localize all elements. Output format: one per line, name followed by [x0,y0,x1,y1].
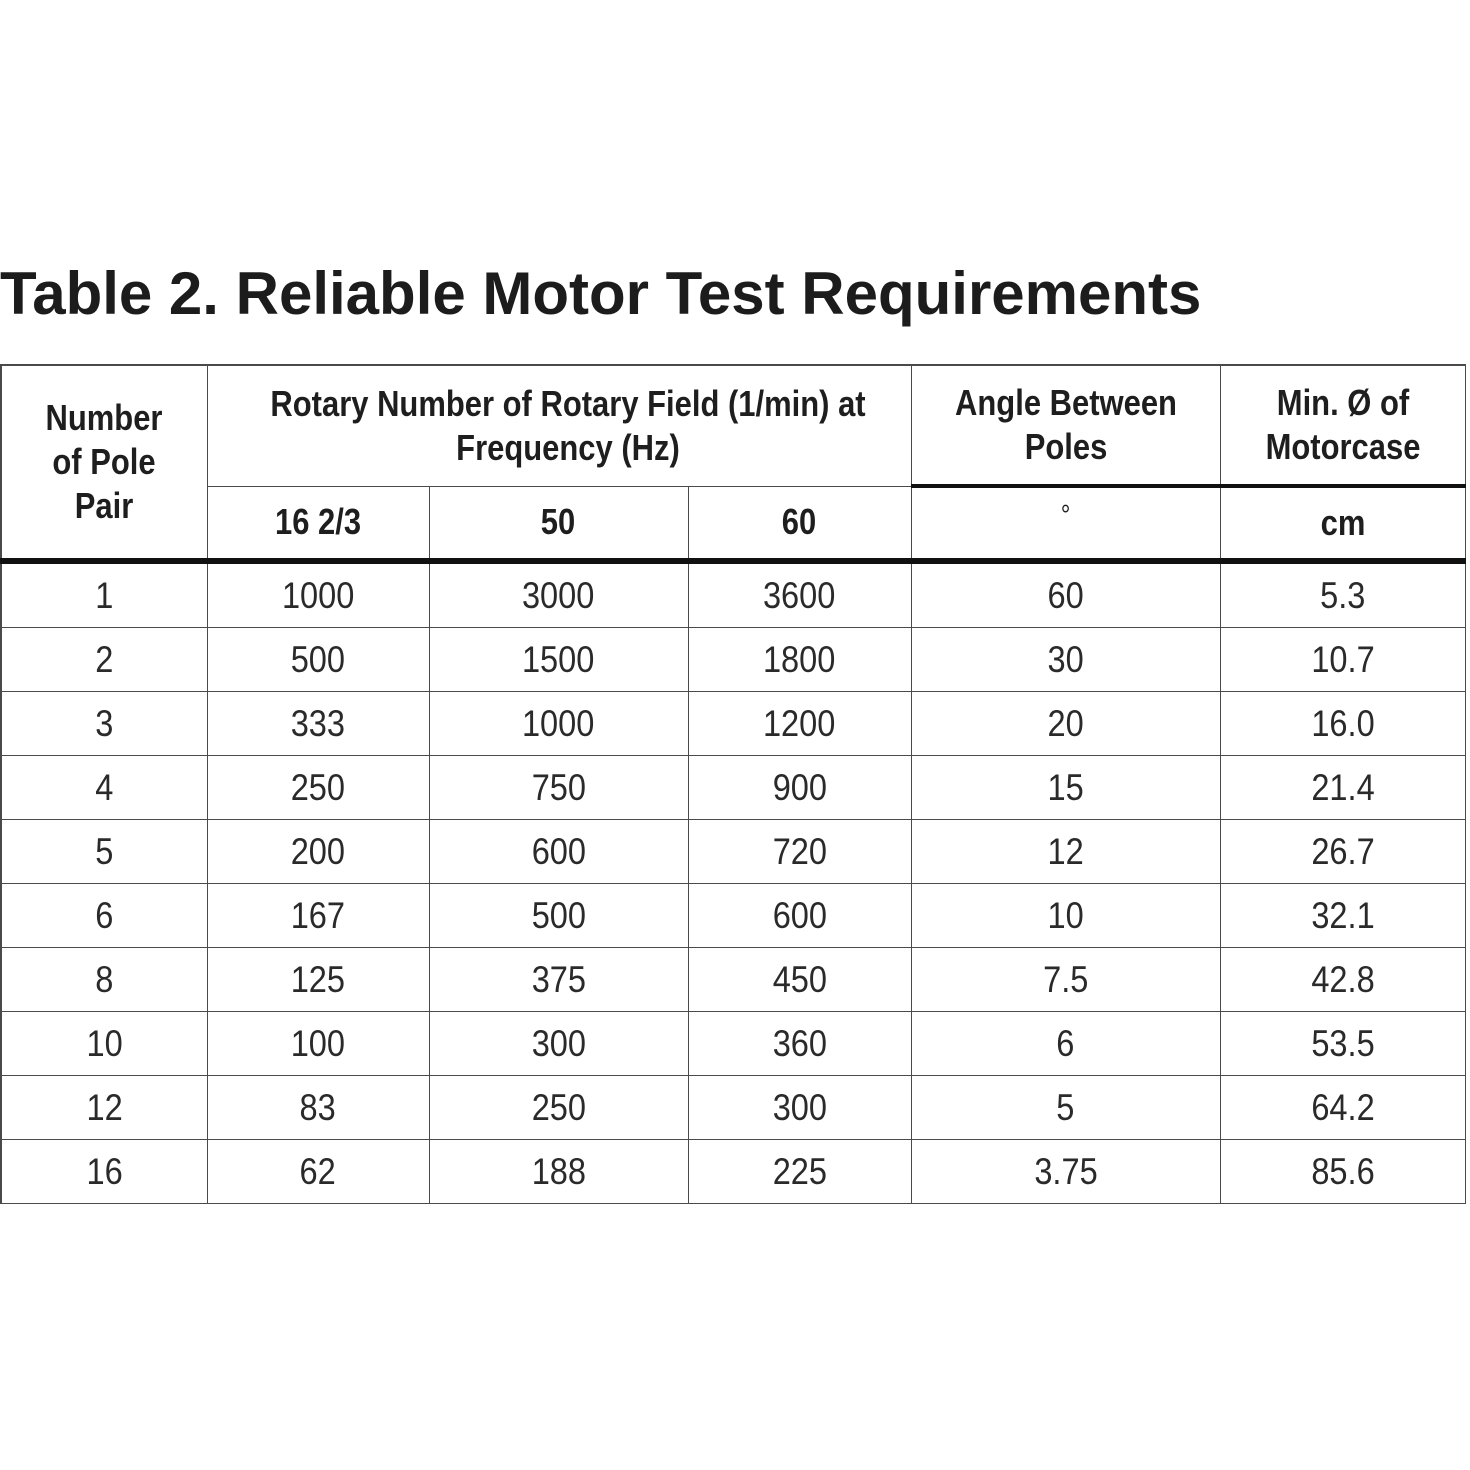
header-freq-60-label: 60 [782,501,817,543]
cell-freq-16 [207,692,429,756]
cell-value: 300 [531,1022,586,1064]
cell-freq-60 [688,628,911,692]
table-row [1,884,1465,948]
cell-freq-60 [688,561,911,628]
cell-value: 10 [86,1022,123,1064]
cell-value: 83 [299,1086,337,1128]
cell-value: 7.5 [1042,958,1089,1000]
cell-freq-16 [207,1076,429,1140]
cell-freq-50 [429,1076,688,1140]
cell-freq-50 [429,628,688,692]
cell-value: 64.2 [1310,1086,1375,1128]
cell-min-diameter [1220,820,1465,884]
cell-pole-pair [1,628,207,692]
cell-value: 100 [290,1022,346,1064]
header-pole-pair-label: Number of Pole Pair [45,397,163,526]
cell-freq-50 [429,756,688,820]
cell-freq-60 [688,884,911,948]
header-freq-50 [429,486,688,561]
cell-value: 125 [290,958,346,1000]
cell-value: 60 [1047,574,1084,616]
cell-value: 188 [531,1150,586,1192]
cell-value: 720 [772,830,827,872]
cell-min-diameter [1220,628,1465,692]
cell-freq-16 [207,948,429,1012]
cell-pole-pair [1,820,207,884]
cell-value: 6 [1056,1022,1075,1064]
cell-angle [911,820,1220,884]
table-row [1,692,1465,756]
table-row [1,561,1465,628]
cell-freq-60 [688,948,911,1012]
cell-freq-50 [429,1140,688,1204]
cell-value: 12 [86,1086,123,1128]
cell-value: 85.6 [1310,1150,1375,1192]
cell-angle [911,1076,1220,1140]
cell-value: 3 [95,702,114,744]
cell-value: 10.7 [1310,638,1375,680]
cell-min-diameter [1220,1012,1465,1076]
cell-min-diameter [1220,756,1465,820]
cell-value: 1200 [763,702,836,744]
cell-pole-pair [1,1076,207,1140]
cell-freq-16 [207,756,429,820]
header-freq-50-label: 50 [541,501,576,543]
cell-value: 360 [772,1022,827,1064]
table-row [1,948,1465,1012]
cell-angle [911,1012,1220,1076]
cell-value: 21.4 [1310,766,1375,808]
cell-freq-16 [207,561,429,628]
cell-value: 8 [95,958,114,1000]
cell-angle [911,561,1220,628]
cell-freq-16 [207,1012,429,1076]
cell-min-diameter [1220,1076,1465,1140]
cell-freq-50 [429,561,688,628]
cell-value: 1500 [522,638,595,680]
header-freq-60 [688,486,911,561]
header-min-diameter-label: Min. Ø of Motorcase [1265,382,1420,467]
table-row [1,628,1465,692]
cell-value: 32.1 [1310,894,1375,936]
cell-freq-60 [688,820,911,884]
cell-value: 20 [1047,702,1084,744]
table-row [1,1012,1465,1076]
cell-value: 333 [290,702,346,744]
cell-min-diameter [1220,884,1465,948]
header-angle-unit-label: ° [1060,498,1071,530]
table-title: Table 2. Reliable Motor Test Requirements [0,260,1202,327]
cell-value: 62 [299,1150,337,1192]
header-rotary-group [207,365,911,486]
header-rotary-group-label: Rotary Number of Rotary Field (1/min) at Frequency (Hz) [269,382,866,468]
cell-angle [911,756,1220,820]
cell-freq-50 [429,820,688,884]
cell-pole-pair [1,692,207,756]
cell-value: 600 [531,830,586,872]
cell-freq-16 [207,628,429,692]
cell-value: 225 [772,1150,827,1192]
header-freq-16 [207,486,429,561]
cell-freq-16 [207,884,429,948]
cell-value: 16.0 [1310,702,1375,744]
cell-value: 5 [95,830,114,872]
table-row [1,756,1465,820]
cell-value: 26.7 [1310,830,1375,872]
motor-test-table [0,364,1466,1204]
cell-value: 42.8 [1310,958,1375,1000]
cell-value: 500 [531,894,586,936]
cell-value: 6 [95,894,114,936]
cell-value: 16 [86,1150,123,1192]
cell-freq-60 [688,1140,911,1204]
cell-angle [911,628,1220,692]
cell-value: 1 [95,574,114,616]
cell-value: 4 [95,766,114,808]
cell-value: 10 [1047,894,1084,936]
header-row-units [1,486,1465,561]
header-freq-16-label: 16 2/3 [274,501,362,543]
cell-freq-50 [429,884,688,948]
cell-min-diameter [1220,948,1465,1012]
cell-pole-pair [1,948,207,1012]
cell-value: 1800 [763,638,836,680]
cell-freq-60 [688,692,911,756]
cell-value: 3000 [522,574,595,616]
cell-freq-60 [688,1012,911,1076]
cell-value: 200 [290,830,346,872]
cell-value: 250 [290,766,346,808]
cell-freq-16 [207,1140,429,1204]
table-body [1,561,1465,1204]
table-row [1,820,1465,884]
cell-value: 2 [95,638,114,680]
cell-pole-pair [1,1140,207,1204]
header-row-top [1,365,1465,486]
cell-pole-pair [1,1012,207,1076]
cell-freq-60 [688,1076,911,1140]
cell-value: 500 [290,638,346,680]
cell-freq-16 [207,820,429,884]
cell-value: 3600 [763,574,836,616]
cell-freq-50 [429,1012,688,1076]
cell-value: 375 [531,958,586,1000]
cell-min-diameter [1220,1140,1465,1204]
cell-value: 300 [772,1086,827,1128]
cell-angle [911,692,1220,756]
header-diameter-unit-label: cm [1320,502,1365,543]
table-header [1,365,1465,561]
cell-value: 600 [772,894,827,936]
cell-freq-60 [688,756,911,820]
cell-freq-50 [429,692,688,756]
cell-angle [911,948,1220,1012]
cell-angle [911,1140,1220,1204]
cell-value: 15 [1047,766,1084,808]
header-angle-unit [911,486,1220,561]
cell-min-diameter [1220,692,1465,756]
cell-value: 750 [531,766,586,808]
cell-value: 5 [1056,1086,1075,1128]
header-angle-label: Angle Between Poles [954,382,1177,467]
cell-value: 900 [772,766,827,808]
header-pole-pair [1,365,207,561]
cell-min-diameter [1220,561,1465,628]
table-row [1,1140,1465,1204]
cell-value: 12 [1047,830,1084,872]
header-angle [911,365,1220,486]
cell-value: 450 [772,958,827,1000]
cell-value: 1000 [281,574,355,616]
cell-value: 53.5 [1310,1022,1375,1064]
cell-value: 5.3 [1319,574,1366,616]
header-min-diameter [1220,365,1465,486]
cell-pole-pair [1,561,207,628]
cell-pole-pair [1,756,207,820]
cell-value: 167 [290,894,346,936]
cell-pole-pair [1,884,207,948]
cell-angle [911,884,1220,948]
cell-value: 3.75 [1033,1150,1098,1192]
cell-value: 1000 [522,702,595,744]
header-diameter-unit [1220,486,1465,561]
cell-value: 30 [1047,638,1084,680]
cell-freq-50 [429,948,688,1012]
table-row [1,1076,1465,1140]
cell-value: 250 [531,1086,586,1128]
